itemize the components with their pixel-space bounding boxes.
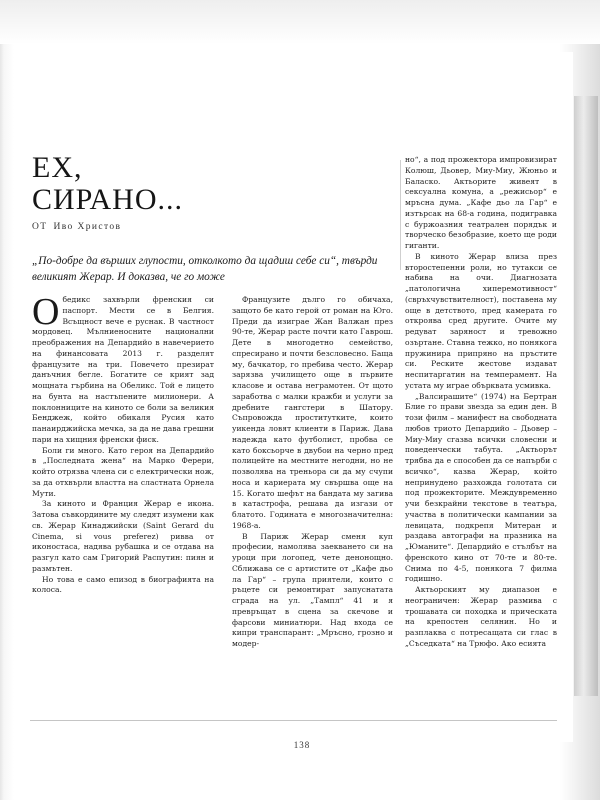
footer-rule <box>30 720 557 721</box>
paragraph: Боли ги много. Като героя на Депардийо в „Последната жена“ на Марко Ферери, който отрязва члена си с електрически нож, за да отхвърли властта на сластната Орнела Мути. <box>32 445 214 498</box>
paragraph: „Валсирашите“ (1974) на Бертран Блие го прави звезда за един ден. В този филм – манифест на свободната любов триото Депардийо – Дьовер – Миу-Миу сгазва всички словесни и поведенчески табута. „Актьорът трябва да е способен да се напърби с всичко“, казва Жерар, който непринудено разхожда голотата си под прожекторите. Междувременно учи безкрайни текстове в театъра, участва в политически кампании за левицата, подкрепя Митеран и раздава автографи на празника на „Юманите“. Депардийо е стълбът на френското кино от 70-те и 80-те. Снима по 4-5, понякога 7 филма годишно. <box>405 391 557 584</box>
article-title <box>32 152 292 216</box>
page-binding-edge <box>574 96 598 696</box>
paragraph: За киното и Франция Жерар е икона. Затова съвкордините му следят изумени как св. Жерар Кинаджийски (Saint Gerard du Cinema, si vous preferez) ривва от иконостаса, надява рубашка и се отдава на разгул като сам Григорий Распутин: пиян и размътен. <box>32 499 214 573</box>
paragraph: Французите дълго го обичаха, защото бе като герой от роман на Юго. Преди да изиграе Жан Валжан през 90-те, Жерар расте почти като Гаврош. Дете в многодетно семейство, спресирано и почти безсловесно. Баща му, бачкатор, го пребива често. Жерар зарязва училището още в първите класове и остава неграмотен. От щото заработва с малки кражби и услуги за дребните гангстери в Шатору. Съпровожда проститутките, които уикенда ловят клиенти в Париж. Дава надежда като футболист, пробва се като боксьорче в двубои на черно пред полицейте на местните негодни, но не позволява на треньора си да му счупи носа и кариерата му свършва още на 15. Когато шефът на бандата му загива в катастрофа, решава да изгази от блатото. Годината е многозначителна: 1968-а. <box>232 295 393 530</box>
drop-cap: О <box>32 291 60 333</box>
paragraph <box>32 291 214 446</box>
title-line-2: СИРАНО... <box>32 183 184 216</box>
paragraph: но“, а под прожектора импровизират Колюш, Дьовер, Миу-Миу, Жюньо и Баласко. Актьорите живеят в сексуална комуна, а „режисьор“ е мръсна дума. „Кафе дьо ла Гар“ е изтърсак на 68-а година, подигравка с буржоазния театрален порядък и творческо безобразие, което ще роди гиганти. <box>405 155 557 250</box>
byline-prefix: ОТ <box>32 222 48 232</box>
article-standfirst: „По-добре да върших глупости, отколкото да щадиш себе си“, твърди великият Жерар. И доказва, че го може <box>32 255 378 283</box>
byline-author: Иво Христов <box>53 222 122 232</box>
page-number: 138 <box>293 740 311 750</box>
text-column-middle <box>232 295 393 715</box>
text-column-right <box>405 155 557 715</box>
text-column-left <box>32 291 214 715</box>
scan-top-shadow <box>0 0 600 44</box>
column-divider <box>400 160 401 270</box>
paragraph: В киното Жерар влиза през второстепенни роли, но тутакси се набива на очи. Диагнозата „патологична хиперемотивност“ (свръхчувствителност), поставена му още в детството, пред камерата го откроява сред другите. Очите му редуват заряност и тревожно озъртане. Ставна тежко, но понякога пружинира припряно на пръстите си. Рескитe жестове издават неспитаргатин на темперамент. На устата му играе обърквата усмивка. <box>405 251 557 390</box>
paragraph: В Париж Жерар сменя куп професии, намолява заекването си на уроци при логопед, чете денонощно. Сближава се с артистите от „Кафе дьо ла Гар“ – група приятели, които с ръцете си ремонтират запуснатата сграда на ул. „Тампл“ 41 и я превръщат в сцена за скечове и фарсови миниатюри. Над входа се кипри транспарант: „Мръсно, грозно и модер- <box>232 531 393 648</box>
paragraph-text: бедикс захвърли френския си паспорт. Мести се в Белгия. Всъщност вече е руснак. В частност мордовец. Мълниеносните национални преображения на Депардийо в навечерието на финансовата 2013 г. разделят французите на три. Повечето презират данъчния бегле. Богатите се крият зад мощната гърбина на Обеликс. Той е лицето на бунта на настъпените милионери. А поклонниците на кинотo се боли за великия Бенджеж, който обикаля Русия като панаирджийска мечка, за да не дава грешни пари на хищния френски фиск. <box>32 295 214 444</box>
paragraph: Актьорският му диапазон е неограничен: Жерар размива с трошавата си походка и прическата на крепостен селянин. Но и разплаква с потресащата си глас в „Съседката“ на Трюфо. Ако есията <box>405 585 557 648</box>
paragraph: Но това е само епизод в биографията на колоса. <box>32 574 214 595</box>
title-line-1: ЕХ, <box>32 151 83 184</box>
byline <box>32 222 292 232</box>
